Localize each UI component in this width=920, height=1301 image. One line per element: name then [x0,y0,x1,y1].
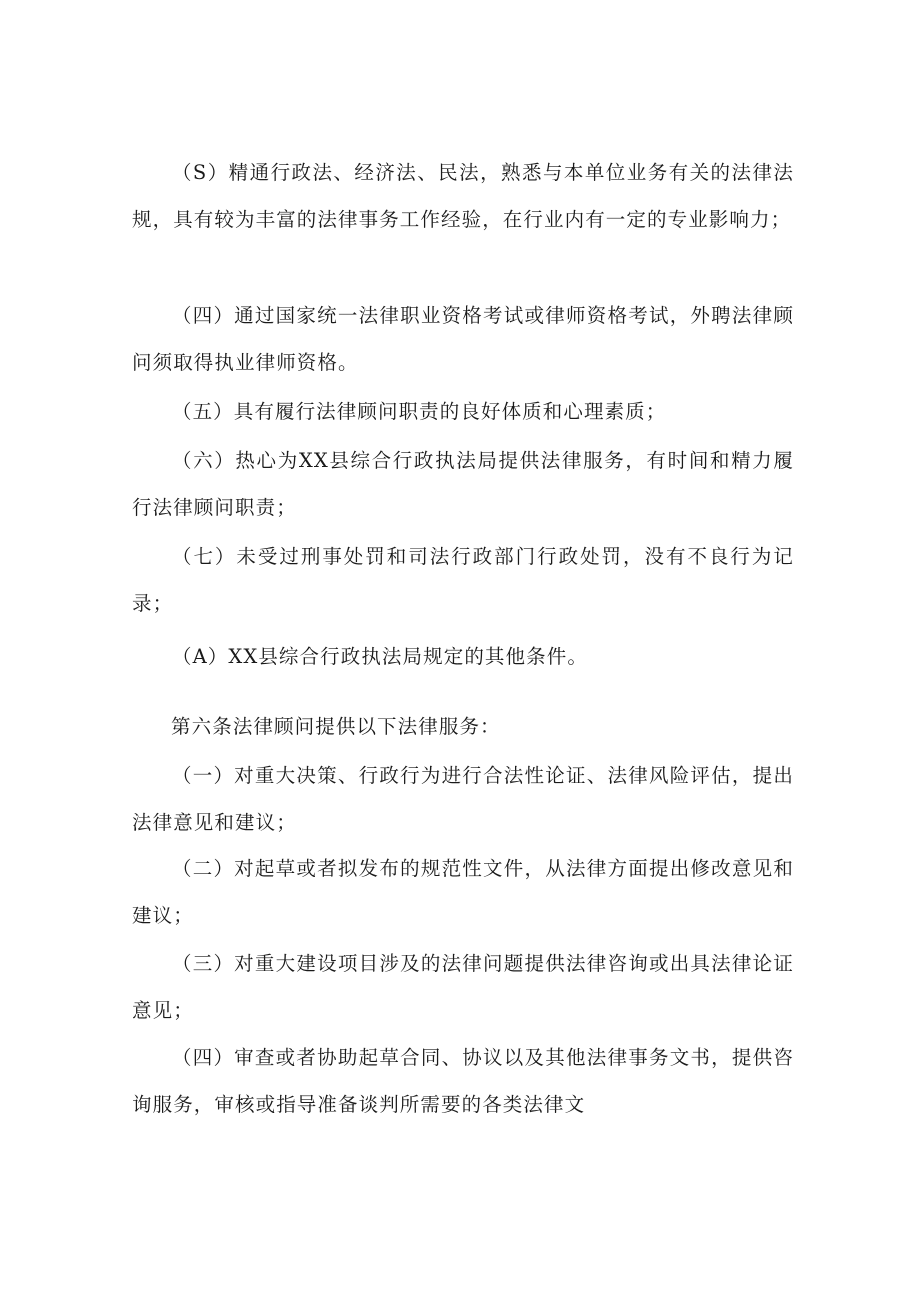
article-six-heading: 第六条法律顾问提供以下法律服务： [171,715,501,738]
paragraph-service-one: （一）对重大决策、行政行为进行合法性论证、法律风险评估，提出法律意见和建议； [132,764,794,834]
paragraph-condition-five: （五）具有履行法律顾问职责的良好体质和心理素质； [171,400,667,423]
paragraph-service-three: （三）对重大建设项目涉及的法律问题提供法律咨询或出具法律论证意见； [132,952,794,1022]
paragraph-condition-six: （六）热心为XX县综合行政执法局提供法律服务，有时间和精力履行法律顾问职责； [132,449,794,519]
paragraph-condition-s: （S）精通行政法、经济法、民法，熟悉与本单位业务有关的法律法规，具有较为丰富的法律事务工作经验，在行业内有一定的专业影响力； [132,161,794,231]
paragraph-condition-four: （四）通过国家统一法律职业资格考试或律师资格考试，外聘法律顾问须取得执业律师资格。 [132,304,794,374]
paragraph-service-four: （四）审查或者协助起草合同、协议以及其他法律事务文书，提供咨询服务，审核或指导准备谈判所需要的各类法律文 [132,1046,794,1116]
paragraph-condition-a: （A）XX县综合行政执法局规定的其他条件。 [171,645,588,668]
paragraph-condition-seven: （七）未受过刑事处罚和司法行政部门行政处罚，没有不良行为记录； [132,545,794,615]
paragraph-service-two: （二）对起草或者拟发布的规范性文件，从法律方面提出修改意见和建议； [132,857,794,927]
